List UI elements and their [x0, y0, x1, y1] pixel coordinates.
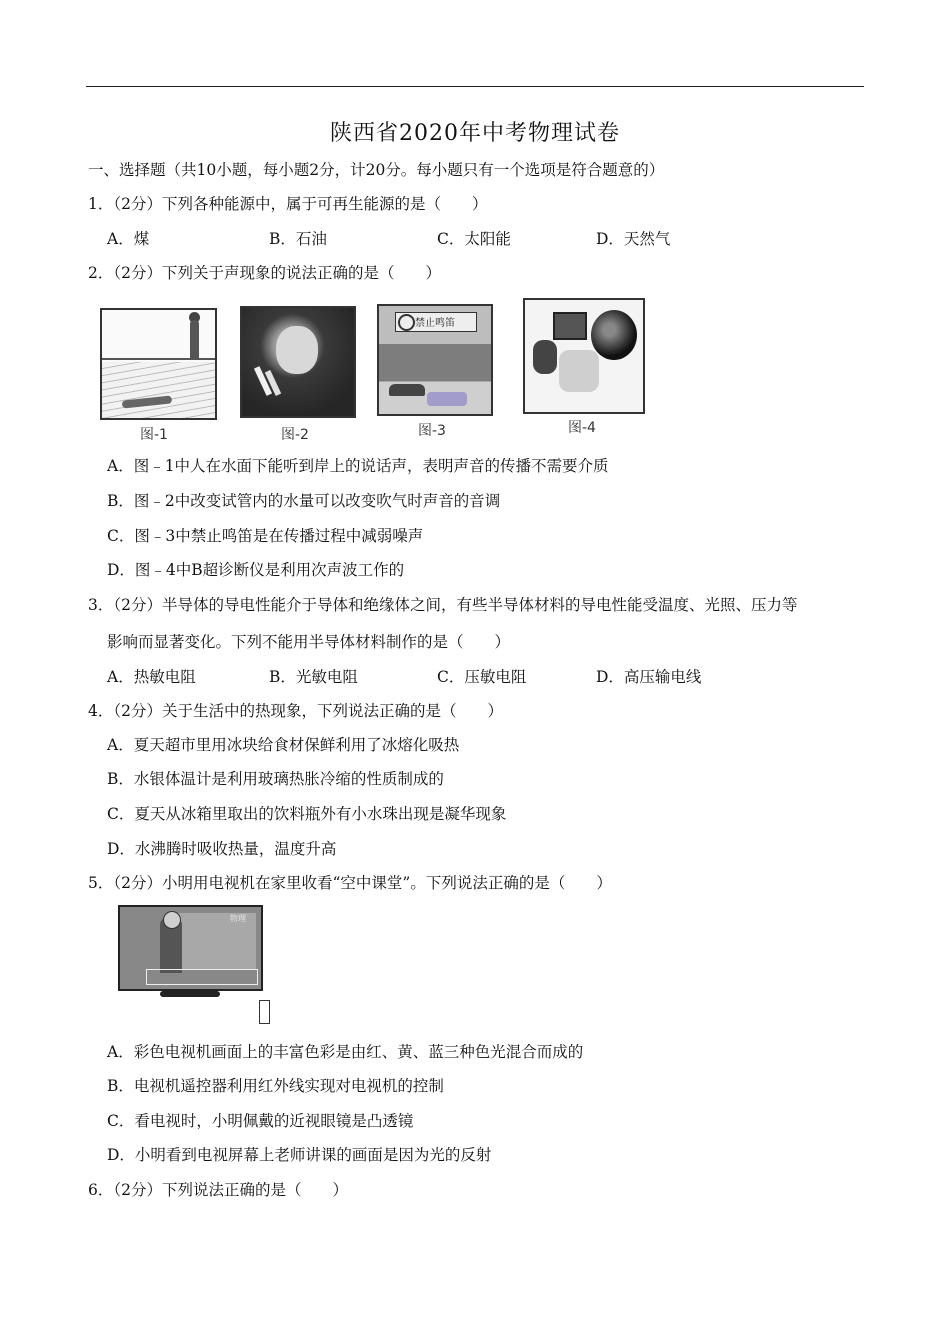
tv-subject-tag: 物理: [230, 914, 246, 923]
figure-4-caption: 图-4: [568, 420, 596, 436]
question-4-stem: 4．（2分）关于生活中的热现象，下列说法正确的是（ ）: [88, 702, 503, 720]
header-rule: [86, 86, 864, 87]
figure-2-caption: 图-2: [281, 427, 309, 443]
figure-3-no-honking-image: [377, 304, 493, 416]
figure-1-water-image: [100, 308, 217, 420]
q5-option-d: D．小明看到电视屏幕上老师讲课的画面是因为光的反射: [107, 1146, 492, 1164]
no-honking-sign-text: 禁止鸣笛: [415, 318, 455, 329]
q2-option-d: D．图﹣4中B超诊断仪是利用次声波工作的: [107, 561, 405, 579]
question-1-stem: 1．（2分）下列各种能源中，属于可再生能源的是（ ）: [88, 195, 488, 213]
figure-1-caption: 图-1: [140, 427, 168, 443]
q1-option-d: D．天然气: [596, 230, 671, 248]
q3-option-c: C．压敏电阻: [437, 668, 527, 686]
q5-option-c: C．看电视时，小明佩戴的近视眼镜是凸透镜: [107, 1112, 414, 1130]
figure-2-test-tube-image: [240, 306, 356, 418]
figure-3-caption: 图-3: [418, 423, 446, 439]
q4-option-d: D．水沸腾时吸收热量，温度升高: [107, 840, 337, 858]
question-6-stem: 6．（2分）下列说法正确的是（ ）: [88, 1181, 348, 1199]
television-stand: [160, 991, 220, 997]
remote-control-image: [259, 1000, 270, 1024]
question-3-stem-line1: 3．（2分）半导体的导电性能介于导体和绝缘体之间，有些半导体材料的导电性能受温度、光照、压力等: [88, 596, 798, 614]
q5-option-a: A．彩色电视机画面上的丰富色彩是由红、黄、蓝三种色光混合而成的: [107, 1043, 584, 1061]
q2-option-b: B．图﹣2中改变试管内的水量可以改变吹气时声音的音调: [107, 492, 501, 510]
section-heading: 一、选择题（共10小题，每小题2分，计20分。每小题只有一个选项是符合题意的）: [88, 161, 665, 179]
q2-option-a: A．图﹣1中人在水面下能听到岸上的说话声，表明声音的传播不需要介质: [107, 457, 609, 475]
q3-option-d: D．高压输电线: [596, 668, 702, 686]
page-title: 陕西省2020年中考物理试卷: [330, 121, 620, 146]
q1-option-a: A．煤: [107, 230, 150, 248]
q1-option-b: B．石油: [269, 230, 327, 248]
q3-option-a: A．热敏电阻: [107, 668, 196, 686]
q1-option-c: C．太阳能: [437, 230, 511, 248]
q4-option-c: C．夏天从冰箱里取出的饮料瓶外有小水珠出现是凝华现象: [107, 805, 507, 823]
question-2-stem: 2．（2分）下列关于声现象的说法正确的是（ ）: [88, 264, 441, 282]
q4-option-a: A．夏天超市里用冰块给食材保鲜利用了冰熔化吸热: [107, 736, 460, 754]
q5-option-b: B．电视机遥控器利用红外线实现对电视机的控制: [107, 1077, 444, 1095]
q2-option-c: C．图﹣3中禁止鸣笛是在传播过程中减弱噪声: [107, 527, 424, 545]
figure-4-ultrasound-image: [523, 298, 645, 414]
q3-option-b: B．光敏电阻: [269, 668, 358, 686]
question-3-stem-line2: 影响而显著变化。下列不能用半导体材料制作的是（ ）: [107, 633, 511, 651]
television-image: [118, 905, 263, 991]
q4-option-b: B．水银体温计是利用玻璃热胀冷缩的性质制成的: [107, 770, 444, 788]
question-5-stem: 5．（2分）小明用电视机在家里收看“空中课堂”。下列说法正确的是（ ）: [88, 874, 612, 892]
